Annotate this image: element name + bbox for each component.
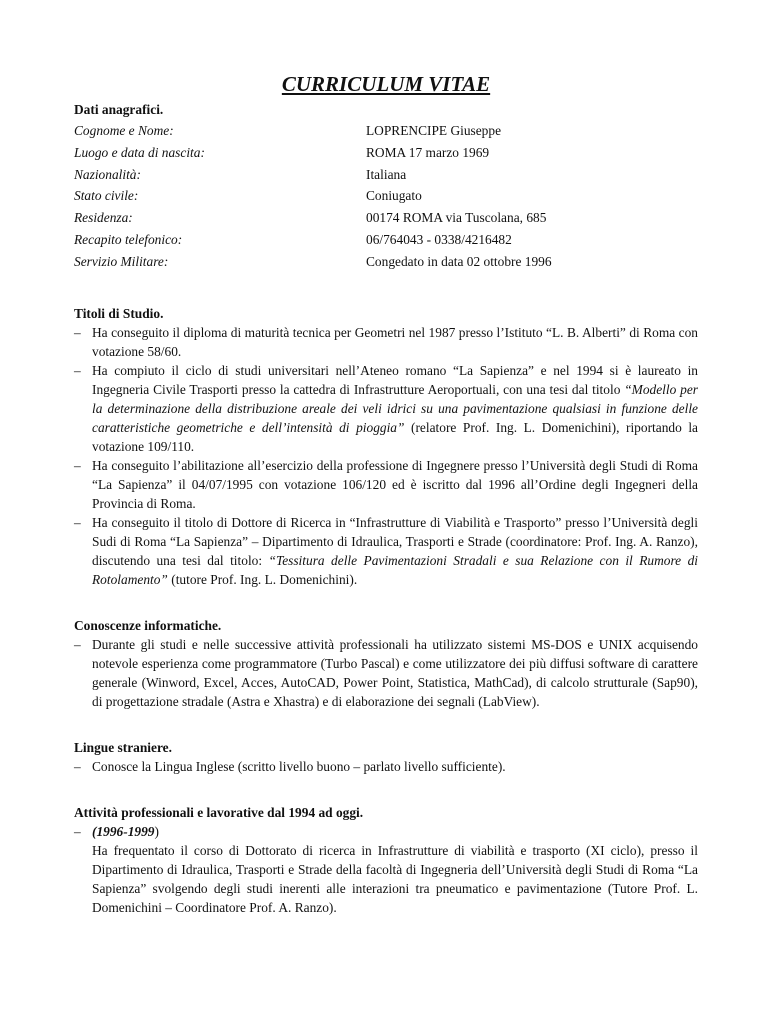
info-value: Coniugato (366, 188, 422, 204)
list-item (74, 361, 698, 456)
info-row-stato-civile (74, 186, 698, 208)
info-row-residenza (74, 208, 698, 230)
section-anagrafici (74, 100, 698, 274)
info-value: Italiana (366, 166, 407, 182)
item-text: Ha frequentato il corso di Dottorato di ricerca in Infrastrutture di viabilità e trasporto (XI ciclo), presso il Dipartimento di Idraulica, Trasporti e Strade della facoltà di Ingegneria dell’Università degli Studi di Roma “La Sapienza” svolgendo degli studi inerenti alle interazioni tra pneumatico e pavimentazione (Tutore Prof. L. Domenichini – Coordinatore Prof. A. Ranzo). (92, 842, 698, 915)
studio-list (74, 323, 698, 589)
list-item (74, 822, 698, 917)
section-informatiche (74, 616, 698, 711)
info-label: Luogo e data di nascita: (74, 144, 205, 160)
info-value: 06/764043 - 0338/4216482 (366, 231, 512, 247)
info-value: Congedato in data 02 ottobre 1996 (366, 253, 552, 269)
info-value: ROMA 17 marzo 1969 (366, 144, 490, 160)
info-value: LOPRENCIPE Giuseppe (366, 123, 502, 138)
period-paren: ) (154, 823, 159, 839)
list-item (74, 635, 698, 711)
period-label: 1996-1999 (96, 823, 155, 839)
thesis-title: “Modello per la determinazione della distribuzione areale dei veli idrici su una pavimentazione qualsiasi in funzione delle caratteristiche geometriche e dell’intensità di pioggia” (92, 381, 698, 435)
attivita-list (74, 822, 698, 917)
item-text: Ha conseguito il diploma di maturità tecnica per Geometri nel 1987 presso l’Istituto “L. B. Alberti” di Roma con votazione 58/60. (92, 324, 698, 359)
item-text: Ha conseguito l’abilitazione all’esercizio della professione di Ingegnere presso l’Università degli Studi di Roma “La Sapienza” il 04/07/1995 con votazione 106/120 ed è iscritto dal 1996 all’Ordine degli Ingegneri della Provincia di Roma. (92, 457, 698, 511)
lingue-list (74, 757, 698, 776)
section-heading: Conoscenze informatiche. (74, 617, 222, 633)
item-text: Ha compiuto il ciclo di studi universitari nell’Ateneo romano “La Sapienza” e nel 1994 si è laureato in Ingegneria Civile Trasporti presso la cattedra di Infrastrutture Aeroportuali, con una tesi dal titolo (92, 362, 698, 397)
section-lingue (74, 738, 698, 776)
list-item (74, 757, 698, 776)
info-table (74, 121, 698, 274)
thesis-title: “Tessitura delle Pavimentazioni Stradali e sua Relazione con il Rumore di Rotolamento” (92, 552, 698, 587)
cv-page (74, 70, 698, 917)
section-attivita (74, 803, 698, 917)
info-row-servizio-militare (74, 252, 698, 274)
info-label: Residenza: (74, 210, 133, 226)
info-row-nascita (74, 143, 698, 165)
item-text: Durante gli studi e nelle successive attività professionali ha utilizzato sistemi MS-DOS e UNIX acquisendo notevole esperienza come programmatore (Turbo Pascal) e come utilizzatore dei più diffusi software di carattere generale (Winword, Excel, Acces, AutoCAD, Power Point, Statistica, MathCad), di calcolo strutturale (Sap90), di progettazione stradale (Astra e Xhastra) e di elaborazione dei segnali (LabView). (92, 636, 698, 709)
section-heading: Dati anagrafici. (74, 102, 164, 117)
info-label: Stato civile: (74, 188, 139, 204)
item-text: Ha conseguito il titolo di Dottore di Ricerca in “Infrastrutture di Viabilità e Trasporto” presso l’Università degli Sudi di Roma “La Sapienza” – Dipartimento di Idraulica, Trasporti e Strade (coordinatore: Prof. Ing. A. Ranzo), discutendo una tesi dal titolo: (92, 514, 698, 568)
item-text: (relatore Prof. Ing. L. Domenichini), riportando la votazione 109/110. (92, 419, 698, 454)
section-titoli-studio (74, 304, 698, 589)
section-heading: Lingue straniere. (74, 739, 172, 755)
document-title: CURRICULUM VITAE (281, 72, 491, 96)
info-label: Cognome e Nome: (74, 123, 174, 138)
list-item (74, 456, 698, 513)
section-heading: Attività professionali e lavorative dal 1994 ad oggi. (74, 804, 364, 820)
info-label: Nazionalità: (74, 166, 141, 182)
period-paren: ( (92, 823, 97, 839)
info-row-telefono (74, 230, 698, 252)
list-item (74, 323, 698, 361)
info-row-nome (74, 121, 698, 143)
item-text: Conosce la Lingua Inglese (scritto livello buono – parlato livello sufficiente). (92, 758, 506, 774)
section-heading: Titoli di Studio. (74, 305, 164, 321)
item-text: (tutore Prof. Ing. L. Domenichini). (167, 571, 358, 587)
info-value: 00174 ROMA via Tuscolana, 685 (366, 210, 547, 226)
info-row-nazionalita (74, 165, 698, 187)
informatiche-list (74, 635, 698, 711)
info-label: Recapito telefonico: (74, 231, 183, 247)
info-label: Servizio Militare: (74, 253, 169, 269)
period-line (92, 822, 698, 841)
list-item (74, 513, 698, 589)
